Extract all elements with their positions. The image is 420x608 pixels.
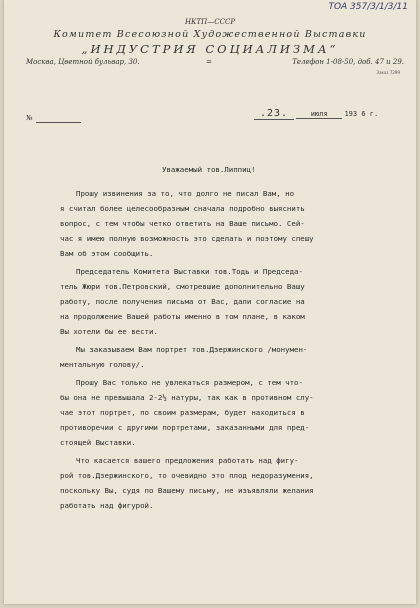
date-year: 193 6 г. bbox=[344, 110, 379, 118]
body-line: я считал более целесообразным сначала подробно выяснить bbox=[60, 204, 305, 213]
body-line: работу, после получения письма от Вас, дали согласие на bbox=[60, 297, 305, 306]
date-month: июля bbox=[296, 110, 342, 119]
body-line: Мы заказываем Вам портрет тов.Дзержинского /монумен- bbox=[76, 345, 308, 354]
body-line: стоящей Выставки. bbox=[60, 438, 136, 447]
body-line: рой тов.Дзержинского, то очевидно это плод недоразумения, bbox=[60, 471, 314, 480]
body-line: Вам об этом сообщить. bbox=[60, 249, 154, 258]
address: Москва, Цветной бульвар, 30. bbox=[26, 58, 140, 66]
body-line: Прошу Вас только не увлекаться размером, с тем что- bbox=[76, 378, 303, 387]
body-line: час я имею полную возможность это сделать и поэтому спешу bbox=[60, 234, 314, 243]
body-line: бы она не превышала 2-2½ натуры, так как в противном слу- bbox=[60, 393, 314, 402]
body-line: работать над фигурой. bbox=[60, 501, 154, 510]
number-label: № bbox=[26, 114, 33, 122]
body-line: вопрос, с тем чтобы четко ответить на Ваше письмо. Сей- bbox=[60, 219, 305, 228]
body-line: ментальную голову/. bbox=[60, 360, 145, 369]
body-line: поскольку Вы, судя по Вашему письму, не изъявляли желания bbox=[60, 486, 314, 495]
document-date bbox=[254, 108, 378, 120]
order-number: Заказ 7299 bbox=[376, 70, 400, 75]
archive-stamp: ТОА 357/3/1/3/11 bbox=[328, 2, 408, 12]
body-line: противоречии с другими портретами, заказанными для пред- bbox=[60, 423, 310, 432]
exhibition-title: „ИНДУСТРИЯ СОЦИАЛИЗМА“ bbox=[81, 42, 339, 56]
body-line: Что касается вашего предложения работать над фигу- bbox=[76, 456, 299, 465]
number-rule bbox=[36, 114, 81, 123]
document-number bbox=[26, 114, 81, 123]
body-line: тель Жюри тов.Петровский, смотревшие дополнительно Вашу bbox=[60, 282, 305, 291]
date-day: .23. bbox=[254, 108, 294, 120]
body-line: Вы хотели бы ее вести. bbox=[60, 327, 158, 336]
phone: Телефон 1-08-50, доб. 47 и 29. bbox=[292, 58, 404, 66]
org-short: НКТП—СССР bbox=[184, 18, 236, 26]
body-line: чае этот портрет, по своим размерам, будет находиться в bbox=[60, 408, 305, 417]
body-line: Председатель Комитета Выставки тов.Тодь и Председа- bbox=[76, 267, 303, 276]
body-line: Прошу извинения за то, что долго не писал Вам, но bbox=[76, 189, 295, 198]
committee-name: Комитет Всесоюзной Художественной Выставки bbox=[53, 29, 367, 40]
separator: = bbox=[206, 58, 212, 66]
greeting: Уважаемый тов.Липпиц! bbox=[162, 165, 256, 174]
body-line: на продолжение Вашей работы именно в том плане, в каком bbox=[60, 312, 305, 321]
